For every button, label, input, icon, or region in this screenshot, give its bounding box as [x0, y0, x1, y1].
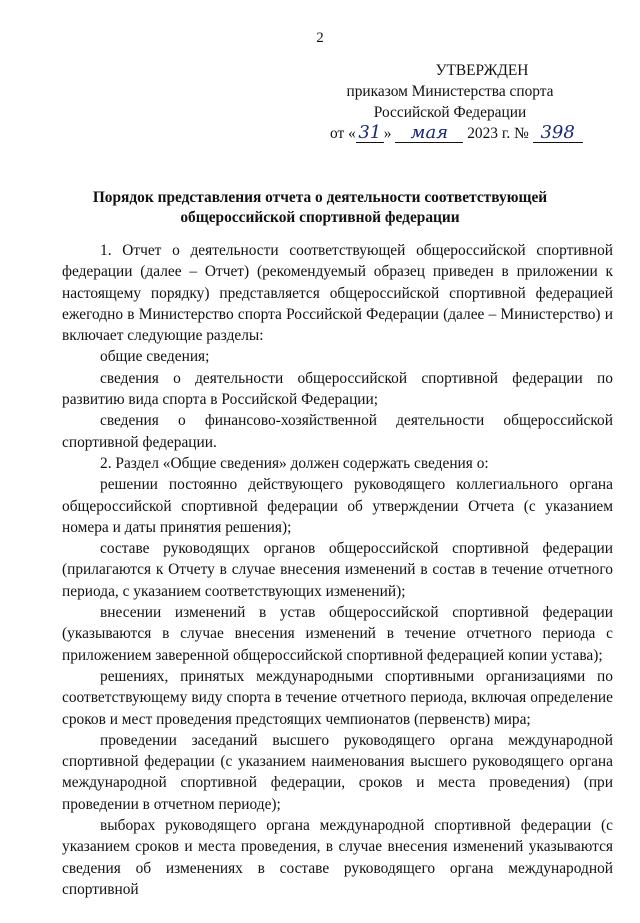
- handwritten-day: 31: [356, 124, 384, 143]
- approval-order: приказом Министерства спорта: [346, 83, 554, 100]
- document-body: [62, 240, 613, 900]
- paragraph-governing-bodies: составе руководящих органов общероссийской спортивной федерации (прилагаются к Отчету в случае внесения изменений в состав в течение отчетного периода, с указанием соответствующих изменений);: [62, 540, 613, 600]
- page-number: 2: [316, 30, 324, 46]
- paragraph-international-decisions: решениях, принятых международными спортивными организациями по соответствующему виду спорта в течение отчетного периода, включая определение сроков и мест проведения предстоящих чемпионатов (первенств) мира;: [62, 667, 613, 728]
- paragraph-elections: выборах руководящего органа международной спортивной федерации (с указанием сроков и места проведения, в случае внесения изменений указываются сведения об изменениях в составе руководящего органа международной спортивной: [62, 817, 613, 898]
- paragraph-decision: решении постоянно действующего руководящего коллегиального органа общероссийской спортивной федерации об утверждении Отчета (с указанием номера и даты принятия решения);: [62, 476, 613, 536]
- approval-year: 2023 г. №: [467, 125, 529, 142]
- approval-stamp: [320, 60, 620, 144]
- paragraph-meetings: проведении заседаний высшего руководящего органа международной спортивной федерации (с указанием наименования высшего руководящего органа международной спортивной федерации, сроков и места проведения) (при проведении в отчетном периоде);: [62, 731, 613, 813]
- handwritten-number: 398: [533, 124, 583, 143]
- approval-ministry: Российской Федерации: [373, 104, 527, 121]
- date-sep: »: [383, 125, 392, 142]
- approval-title: УТВЕРЖДЕН: [435, 62, 529, 79]
- document-title: Порядок представления отчета о деятельности соответствующей общероссийской спортивной федерации: [92, 189, 548, 226]
- paragraph-1: 1. Отчет о деятельности соответствующей общероссийской спортивной федерации (далее – Отчет) (рекомендуемый образец приведен в приложении к настоящему порядку) представляется общероссийской спортивной федерацией ежегодно в Министерство спорта Российской Федерации (далее – Министерство) и включает следующие разделы:: [62, 242, 613, 345]
- paragraph-charter-changes: внесении изменений в устав общероссийской спортивной федерации (указываются в случае внесения изменений в течение отчетного периода с приложением заверенной общероссийской спортивной федерацией копии устава);: [62, 604, 613, 664]
- date-prefix: от «: [330, 125, 356, 142]
- paragraph-financial-info: сведения о финансово-хозяйственной деятельности общероссийской спортивной федерации.: [62, 412, 613, 451]
- paragraph-2: 2. Раздел «Общие сведения» должен содержать сведения о:: [100, 454, 489, 472]
- paragraph-activity-info: сведения о деятельности общероссийской спортивной федерации по развитию вида спорта в Российской Федерации;: [62, 369, 613, 409]
- handwritten-month: мая: [395, 124, 463, 143]
- paragraph-general-info: общие сведения;: [100, 348, 210, 366]
- approval-date: [330, 123, 620, 144]
